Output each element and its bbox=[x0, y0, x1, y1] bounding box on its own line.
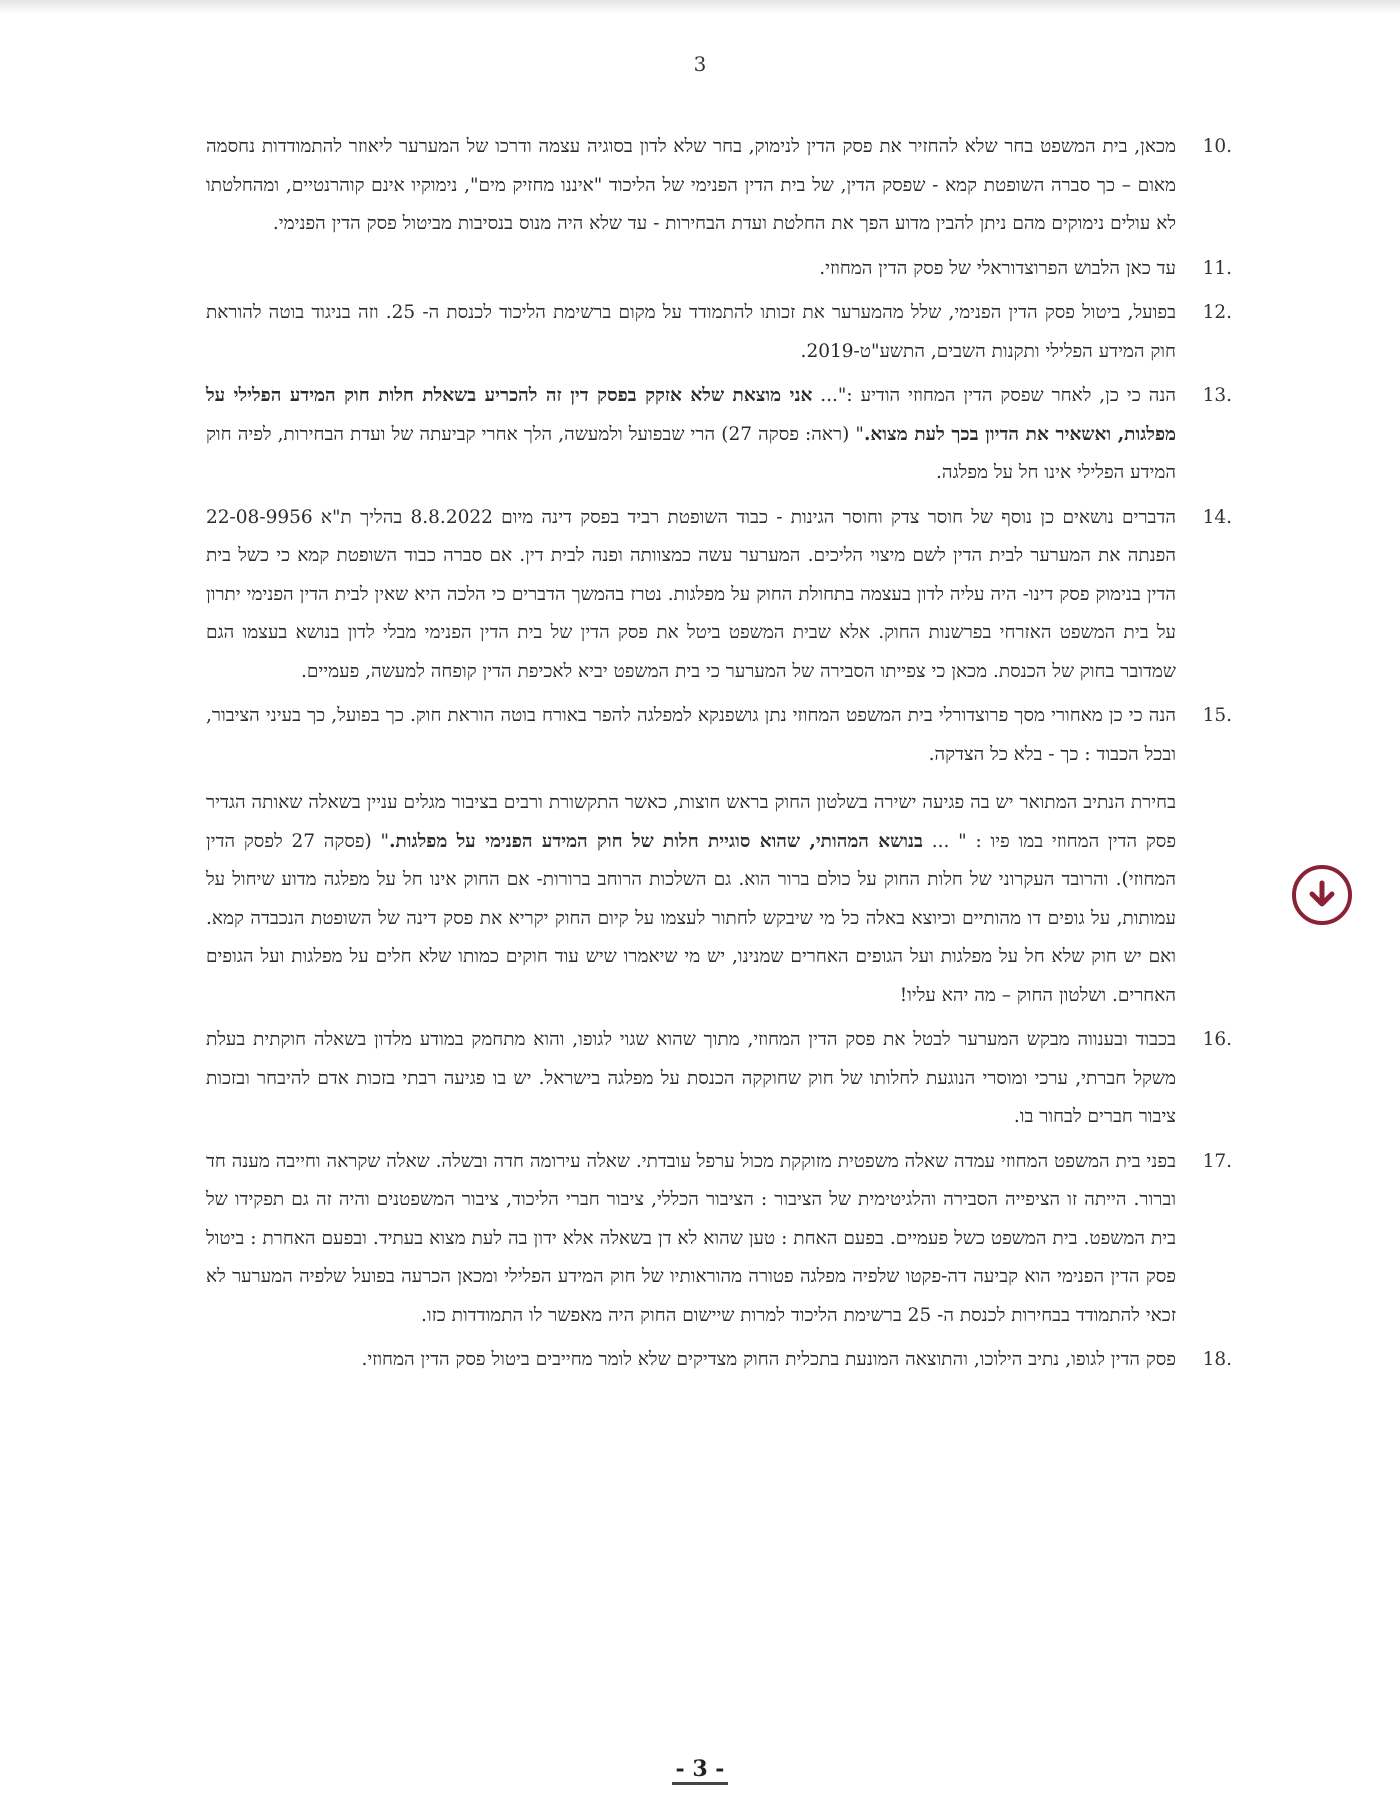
page-number-bottom-text: - 3 - bbox=[672, 1756, 729, 1785]
paragraph-11 bbox=[206, 250, 1232, 289]
paragraph-number: .16 bbox=[1202, 1029, 1232, 1050]
page-number-top: 3 bbox=[693, 52, 707, 76]
paragraph-15-continued bbox=[206, 784, 1232, 1015]
paragraph-14 bbox=[206, 499, 1232, 692]
paragraph-text-part: הנה כי כן, לאחר שפסק הדין המחוזי הודיע :"... bbox=[812, 385, 1176, 406]
paragraph-12 bbox=[206, 294, 1232, 371]
paragraph-number: .14 bbox=[1202, 506, 1232, 528]
paragraph-number: .12 bbox=[1202, 302, 1232, 323]
download-button[interactable] bbox=[1292, 865, 1352, 925]
paragraph-text: הנה כי כן מאחורי מסך פרוצדורלי בית המשפט המחוזי נתן גושפנקא למפלגה להפר באורח בוטה הוראת חוק. כך בפועל, כך בעיני הציבור, ובכל הכבוד : כך - בלא כל הצדקה. bbox=[206, 705, 1176, 765]
quoted-bold-text: אני מוצאת שלא אזקק בפסק דין זה להכריע בשאלת חלות חוק המידע הפלילי על מפלגות, ואשאיר את הדיון בכך לעת מצוא. bbox=[206, 385, 1176, 445]
paragraph-text: פסק הדין לגופו, נתיב הילוכו, והתוצאה המונעת בתכלית החוק מצדיקים שלא לומר מחייבים ביטול פסק הדין המחוזי. bbox=[361, 1349, 1176, 1370]
paragraph-number: .17 bbox=[1202, 1150, 1232, 1172]
paragraph-text: עד כאן הלבוש הפרוצדוראלי של פסק הדין המחוזי. bbox=[819, 257, 1176, 279]
paragraph-text: בפועל, ביטול פסק הדין הפנימי, שלל מהמערער את זכותו להתמודד על מקום ברשימת הליכוד לכנסת ה- 25. וזה בניגוד בוטה להוראת חוק המידע הפלילי ותקנות השבים, התשע"ט-2019. bbox=[206, 302, 1176, 362]
paragraph-13 bbox=[206, 377, 1232, 493]
paragraph-text bbox=[206, 377, 1176, 493]
paragraph-text: בכבוד ובענווה מבקש המערער לבטל את פסק הדין המחוזי, מתוך שהוא שגוי לגופו, והוא מתחמק במודע מלדון בשאלה חוקתית בעלת משקל חברתי, ערכי ומוסרי הנוגעת לחלותו של חוק שחוקקה הכנסת על מפלגה בישראל. יש בו פגיעה רבתי בזכות אדם להיבחר ובזכות ציבור חברים לבחור בו. bbox=[206, 1029, 1176, 1127]
paragraph-15 bbox=[206, 697, 1232, 774]
paragraph-text: מכאן, בית המשפט בחר שלא להחזיר את פסק הדין לנימוק, בחר שלא לדון בסוגיה עצמה ודרכו של המערער ליאוזר להתמודדות נחסמה מאום – כך סברה השופטת קמא - שפסק הדין, של בית הדין הפנימי של הליכוד "איננו מחזיק מים", נימוקיו אינם קוהרנטיים, ומהחלטתו לא עולים נימוקים מהם ניתן להבין מדוע הפך את החלטת ועדת הבחירות - עד שלא היה מנוס בנסיבות מביטול פסק הדין הפנימי. bbox=[206, 136, 1176, 234]
download-arrow-icon bbox=[1304, 877, 1340, 913]
paragraph-text: בפני בית המשפט המחוזי עמדה שאלה משפטית מזוקקת מכול ערפל עובדתי. שאלה עירומה חדה ובשלה. שאלה שקראה וחייבה מענה חד וברור. הייתה זו הציפייה הסבירה והלגיטימית של הציבור : הציבור הכללי, ציבור חברי הליכוד, ציבור המשפטנים והיה זה גם תפקידו של בית המשפט. בית המשפט כשל פעמיים. בפעם האחת : טען שהוא לא דן בשאלה אלא ידון בה לעת מצוא בעתיד. ובפעם האחרת : ביטול פסק הדין הפנימי הוא קביעה דה-פקטו שלפיה מפלגה פטורה מהוראותיו של חוק המידע הפלילי ומכאן הכרעה בפועל שלפיה המערער לא זכאי להתמודד בבחירות לכנסת ה- 25 ברשימת הליכוד למרות שיישום החוק היה מאפשר לו התמודדות כזו. bbox=[206, 1150, 1176, 1326]
paragraph-number: .11 bbox=[1202, 257, 1232, 279]
paragraph-text-part: " (ראה: פסקה 27) הרי שבפועל ולמעשה, הלך אחרי קביעתה של ועדת הבחירות, לפיה חוק המידע הפלילי אינו חל על מפלגה. bbox=[206, 423, 1176, 483]
paragraph-text: הדברים נושאים כן נוסף של חוסר צדק וחוסר הגינות - כבוד השופטת רביד בפסק דינה מיום 8.8.2022 בהליך ת"א 22-08-9956 הפנתה את המערער לבית הדין לשם מיצוי הליכים. המערער עשה כמצוותה ופנה לבית דין. אם סברה כבוד השופטת קמא כי כשל בית הדין בנימוק פסק דינו- היה עליה לדון בעצמה בתחולת החוק על מפלגות. נטרז בהמשך הדברים כי הלכה היא שאין לבית הדין הפנימי יתרון על בית המשפט האזרחי בפרשנות החוק. אלא שבית המשפט ביטל את פסק הדין של בית הדין הפנימי מבלי לדון בנושא בעצמו הגם שמדובר בחוק של הכנסת. מכאן כי צפייתו הסבירה של המערער כי בית המשפט יביא לאכיפת הדין קופחה למעשה, פעמיים. bbox=[206, 506, 1176, 682]
paragraph-10 bbox=[206, 128, 1232, 244]
paragraph-17 bbox=[206, 1143, 1232, 1336]
paragraph-text bbox=[206, 784, 1176, 1015]
paragraph-number: .15 bbox=[1202, 705, 1232, 726]
paragraph-number: .18 bbox=[1202, 1349, 1232, 1370]
paragraph-18 bbox=[206, 1341, 1232, 1380]
quoted-bold-text: בנושא המהותי, שהוא סוגיית חלות של חוק המידע הפנימי על מפלגות. bbox=[389, 830, 923, 852]
paragraph-number: .10 bbox=[1202, 136, 1232, 157]
paragraph-text-part: בחירת הנתיב המתואר יש בה פגיעה ישירה בשלטון החוק בראש חוצות, כאשר התקשורת ורבים בציבור מגלים עניין בשאלה שאותה הגדיר פסק הדין המחוזי במו פיו : " ... bbox=[206, 792, 1177, 852]
page-number-bottom bbox=[0, 1756, 1400, 1782]
viewer-top-edge bbox=[0, 0, 1400, 14]
paragraph-text-part: " (פסקה 27 לפסק הדין המחוזי). והרובד העקרוני של חלות החוק על כולם ברור הוא. גם השלכות הרוחב ברורות- אם החוק אינו חל על מפלגה מדוע שיחול על עמותות, על גופים דו מהותיים וכיוצא באלה כל מי שיבקש לחתור לעצמו על קיום החוק יקריא את פסק דינה של השופטת הנכבדה קמא. ואם יש חוק שלא חל על מפלגות ועל הגופים האחרים שמנינו, יש מי שיאמרו שיש עוד חוקים כמותו שלא חלים על מפלגות ועל הגופים האחרים. ושלטון החוק – מה יהא עליו! bbox=[206, 830, 1176, 1006]
document-body bbox=[206, 128, 1232, 1386]
paragraph-16 bbox=[206, 1021, 1232, 1137]
paragraph-number: .13 bbox=[1202, 385, 1232, 406]
